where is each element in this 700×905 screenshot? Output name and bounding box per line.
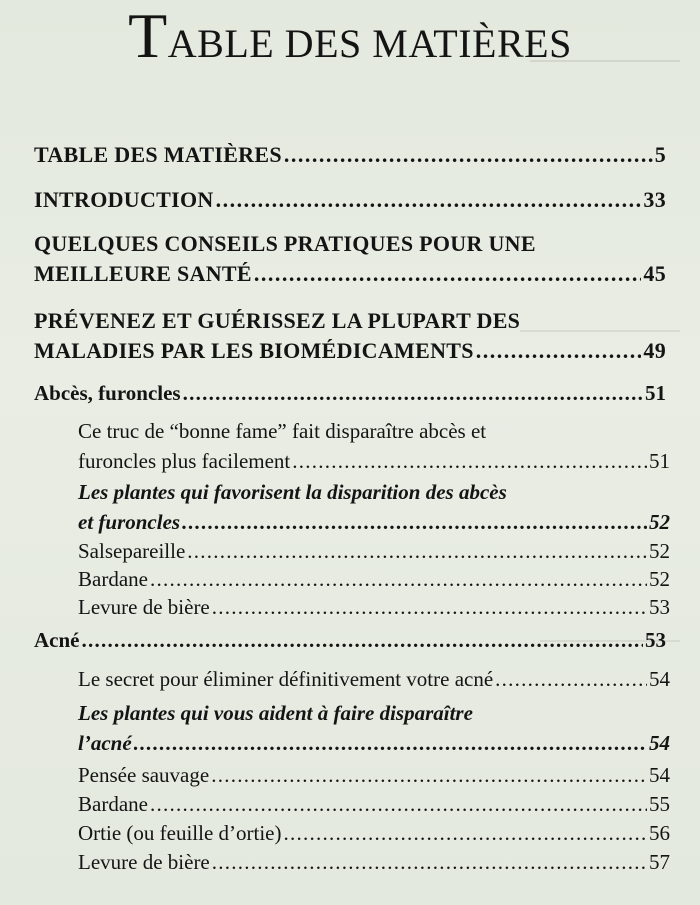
toc-entry-title: Ortie (ou feuille d’ortie)	[78, 821, 282, 845]
title-initial: T	[128, 0, 168, 71]
toc-entry-title: INTRODUCTION	[34, 187, 214, 212]
toc-entry-title-line: l’acné	[78, 731, 132, 755]
toc-entry-title-line: PRÉVENEZ ET GUÉRISSEZ LA PLUPART DES	[34, 308, 521, 333]
toc-entry-title: Abcès, furoncles	[34, 381, 181, 405]
toc-page-number: 51	[649, 449, 670, 473]
toc-page-number: 53	[645, 628, 666, 652]
toc-entry-title-line: MEILLEURE SANTÉ	[34, 261, 252, 286]
toc-page-number: 49	[643, 338, 666, 363]
toc-entry-title: Bardane	[78, 792, 148, 816]
toc-page-number: 52	[649, 567, 670, 591]
toc-entry[interactable]	[34, 306, 666, 366]
toc-page-number: 54	[649, 731, 670, 755]
page-title	[0, 0, 700, 71]
toc-subentry[interactable]	[78, 698, 670, 758]
toc-subentry[interactable]	[78, 847, 670, 877]
toc-page-number: 54	[649, 667, 670, 691]
toc-page-number: 57	[649, 850, 670, 874]
toc-entry[interactable]	[34, 140, 666, 170]
toc-page-number: 33	[643, 187, 666, 212]
toc-entry-title-line: furoncles plus facilement	[78, 449, 291, 473]
toc-page-number: 55	[649, 792, 670, 816]
leader-dots	[183, 378, 643, 408]
toc-entry-title: Le secret pour éliminer définitivement votre acné	[78, 667, 494, 691]
toc-entry-title: Acné	[34, 628, 80, 652]
leader-dots	[495, 664, 647, 694]
leader-dots	[150, 789, 647, 819]
toc-page-number: 53	[649, 595, 670, 619]
toc-entry-title-line: QUELQUES CONSEILS PRATIQUES POUR UNE	[34, 231, 536, 256]
toc-entry-title-line: Les plantes qui favorisent la disparition des abcès	[78, 480, 507, 504]
toc-entry-title-line: Ce truc de “bonne fame” fait disparaître abcès et	[78, 419, 487, 443]
toc-subentry[interactable]	[78, 416, 670, 476]
toc-entry-title: Pensée sauvage	[78, 763, 210, 787]
toc-subentry[interactable]	[78, 536, 670, 566]
leader-dots	[292, 446, 647, 476]
toc-entry-title: Levure de bière	[78, 595, 210, 619]
leader-dots	[182, 507, 647, 537]
toc-subentry[interactable]	[78, 477, 670, 537]
toc-subentry[interactable]	[78, 789, 670, 819]
toc-page-number: 5	[654, 142, 666, 167]
leader-dots	[211, 760, 647, 790]
toc-entry[interactable]	[34, 229, 666, 289]
toc-page-number: 56	[649, 821, 670, 845]
leader-dots	[187, 536, 647, 566]
toc-subentry[interactable]	[78, 664, 670, 694]
toc-entry-title: Salsepareille	[78, 539, 186, 563]
leader-dots	[284, 818, 648, 848]
toc-entry-title: Levure de bière	[78, 850, 210, 874]
toc-page-number: 52	[649, 539, 670, 563]
leader-dots	[150, 564, 647, 594]
title-rest: ABLE DES MATIÈRES	[167, 21, 572, 66]
toc-entry-title: Bardane	[78, 567, 148, 591]
leader-dots	[212, 847, 647, 877]
leader-dots	[212, 592, 647, 622]
toc-page-number: 45	[643, 261, 666, 286]
toc-page-number: 54	[649, 763, 670, 787]
toc-subentry[interactable]	[78, 592, 670, 622]
toc-entry[interactable]	[34, 625, 666, 655]
toc-page-number: 51	[645, 381, 666, 405]
leader-dots	[82, 625, 644, 655]
toc-entry-title-line: MALADIES PAR LES BIOMÉDICAMENTS	[34, 338, 474, 363]
leader-dots	[216, 185, 642, 215]
leader-dots	[254, 259, 642, 289]
toc-entry-title: TABLE DES MATIÈRES	[34, 142, 282, 167]
toc-subentry[interactable]	[78, 760, 670, 790]
toc-page-number: 52	[649, 510, 670, 534]
toc-subentry[interactable]	[78, 564, 670, 594]
toc-entry-title-line: Les plantes qui vous aident à faire disparaître	[78, 701, 473, 725]
toc-entry[interactable]	[34, 185, 666, 215]
leader-dots	[476, 336, 642, 366]
toc-entry-title-line: et furoncles	[78, 510, 181, 534]
leader-dots	[134, 728, 647, 758]
toc-entry[interactable]	[34, 378, 666, 408]
toc-subentry[interactable]	[78, 818, 670, 848]
leader-dots	[284, 140, 653, 170]
